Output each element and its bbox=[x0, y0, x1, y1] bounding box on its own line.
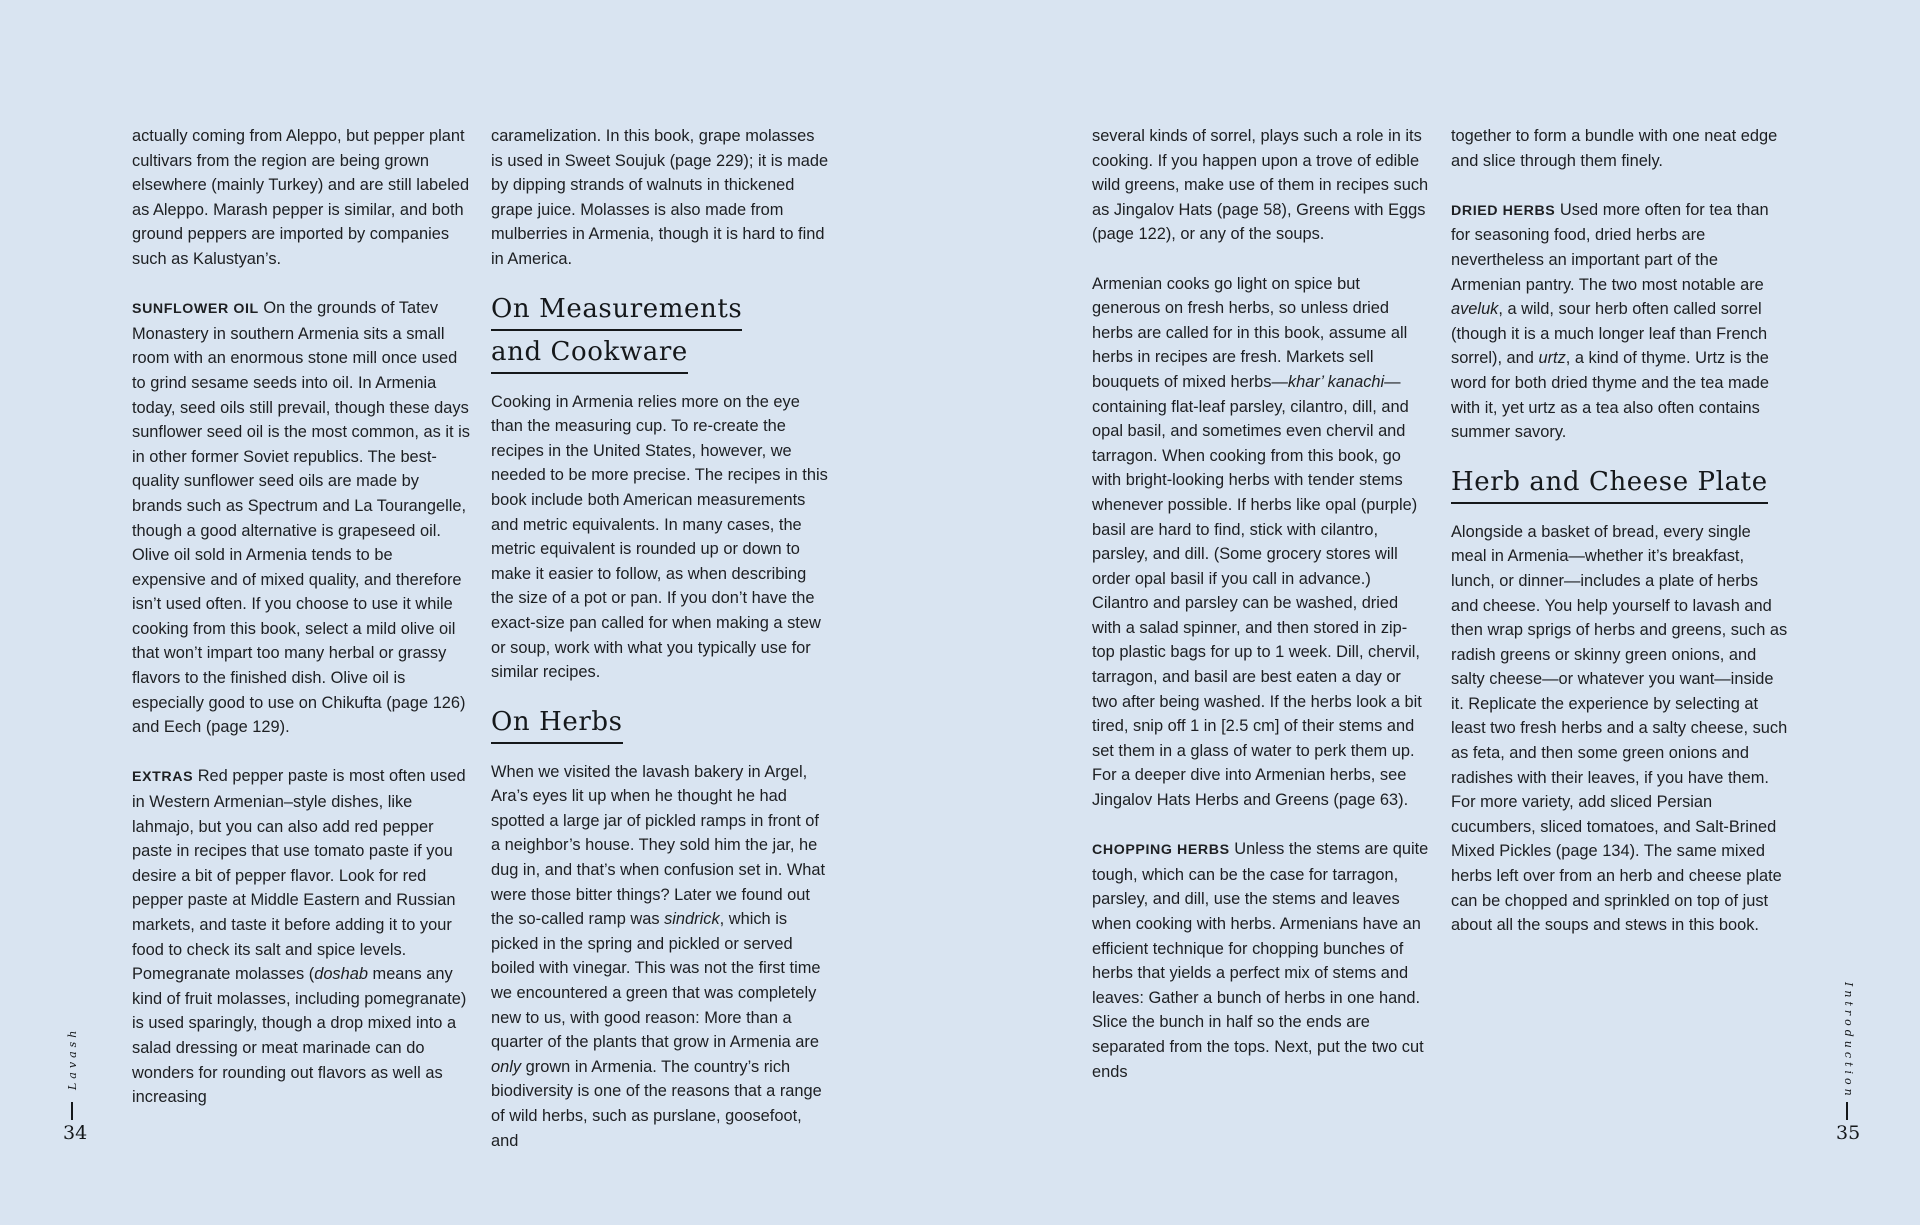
paragraph-herbs-fresh bbox=[1092, 272, 1430, 813]
section-label: EXTRAS bbox=[132, 769, 194, 786]
right-page-column-2 bbox=[1451, 124, 1789, 938]
heading-line: On Measurements bbox=[491, 294, 742, 331]
paragraph-herbs bbox=[491, 760, 829, 1154]
paragraph: actually coming from Aleppo, but pepper plant cultivars from the region are being grown elsewhere (mainly Turkey) and are still labeled as Aleppo. Marash pepper is similar, and both ground peppers are imported by companies such as Kalustyan’s. bbox=[132, 127, 470, 268]
page-number-right: 35 bbox=[1836, 1122, 1861, 1144]
paragraph-text: Armenian cooks go light on spice but generous on fresh herbs, so unless dried herbs are called for in this book, assume all herbs in recipes are fresh. Markets sell bouquets of mixed herbs— bbox=[1092, 274, 1408, 391]
paragraph: together to form a bundle with one neat edge and slice through them finely. bbox=[1451, 127, 1778, 170]
paragraph-text: grown in Armenia. The country’s rich biodiversity is one of the reasons that a range of wild herbs, such as purslane, goosefoot, and bbox=[491, 1057, 822, 1150]
paragraph-text: On the grounds of Tatev Monastery in southern Armenia sits a small room with an enormous stone mill once used to grind sesame seeds into oil. In Armenia today, seed oils still prevail, though these days sunflower seed oil is the most common, as it is in other former Soviet republics. The best-quality sunflower seed oils are made by brands such as Spectrum and La Tourangelle, though a good alternative is grapeseed oil. Olive oil sold in Armenia tends to be expensive and of mixed quality, and therefore isn’t used often. If you choose to use it while cooking from this book, select a mild olive oil that won’t impart too many herbal or grassy flavors to the finished dish. Olive oil is especially good to use on Chikufta (page 126) and Eech (page 129). bbox=[132, 299, 470, 737]
right-page-column-1 bbox=[1092, 124, 1430, 1084]
left-page-column-2 bbox=[491, 124, 829, 1153]
section-label: DRIED HERBS bbox=[1451, 202, 1556, 219]
paragraph-text: —containing flat-leaf parsley, cilantro, dill, and opal basil, and sometimes even chervil and tarragon. When cooking from this book, go with bright-looking herbs with tender stems whenever possible. If herbs like opal (purple) basil are hard to find, stick with cilantro, parsley, and dill. (Some grocery stores will order opal basil if you call in advance.) Cilantro and parsley can be washed, dried with a salad spinner, and then stored in zip-top plastic bags for up to 1 week. Dill, chervil, tarragon, and basil are best eaten a day or two after being washed. If the herbs look a bit tired, snip off 1 in [2.5 cm] of their stems and set them in a glass of water to perk them up. For a deeper dive into Armenian herbs, see Jingalov Hats Herbs and Greens (page 63). bbox=[1092, 372, 1422, 810]
italic-term: urtz bbox=[1538, 349, 1566, 368]
paragraph-chopping-herbs bbox=[1092, 837, 1430, 1084]
paragraph-text: , a kind of thyme. Urtz is the word for both dried thyme and the tea made with it, yet urtz as a tea also often contains summer savory. bbox=[1451, 349, 1769, 442]
paragraph-text: When we visited the lavash bakery in Argel, Ara’s eyes lit up when he thought he had spotted a large jar of pickled ramps in front of a neighbor’s house. They sold him the jar, he dug in, and that’s when confusion set in. What were those bitter things? Later we found out the so-called ramp was bbox=[491, 762, 826, 929]
heading-on-measurements bbox=[491, 294, 829, 380]
paragraph-dried-herbs bbox=[1451, 198, 1789, 445]
running-head-left: Lavash bbox=[66, 1026, 79, 1090]
italic-term: khar’ kanachi bbox=[1287, 372, 1385, 391]
heading-herb-and-cheese-plate bbox=[1451, 467, 1789, 510]
italic-term: only bbox=[491, 1057, 522, 1076]
paragraph-measurements: Cooking in Armenia relies more on the eye than the measuring cup. To re-create the recipes in the United States, however, we needed to be more precise. The recipes in this book include both American measurements and metric equivalents. In many cases, the metric equivalent is rounded up or down to make it easier to follow, as when describing the size of a pot or pan. If you don’t have the exact-size pan called for when making a stew or soup, work with what you typically use for similar recipes. bbox=[491, 392, 828, 682]
heading-on-herbs bbox=[491, 707, 829, 750]
paragraph-text: Unless the stems are quite tough, which can be the case for tarragon, parsley, and dill, use the stems and leaves when cooking with herbs. Armenians have an efficient technique for chopping bunches of herbs that yields a perfect mix of stems and leaves: Gather a bunch of herbs in one hand. Slice the bunch in half so the ends are separated from the tops. Next, put the two cut ends bbox=[1092, 840, 1429, 1081]
paragraph: several kinds of sorrel, plays such a role in its cooking. If you happen upon a trove of edible wild greens, make use of them in recipes such as Jingalov Hats (page 58), Greens with Eggs (page 122), or any of the soups. bbox=[1092, 127, 1429, 244]
footer-rule-right bbox=[1846, 1102, 1848, 1120]
paragraph: caramelization. In this book, grape molasses is used in Sweet Soujuk (page 229); it is made by dipping strands of walnuts in thickened grape juice. Molasses is also made from mulberries in Armenia, though it is hard to find in America. bbox=[491, 127, 829, 268]
page-number-left: 34 bbox=[63, 1122, 88, 1144]
paragraph-text: , which is picked in the spring and pickled or served boiled with vinegar. This was not the first time we encountered a green that was completely new to us, with good reason: More than a quarter of the plants that grow in Armenia are bbox=[491, 910, 821, 1052]
footer-rule-left bbox=[71, 1102, 73, 1120]
paragraph-sunflower-oil bbox=[132, 296, 470, 740]
paragraph-text: Used more often for tea than for seasoning food, dried herbs are nevertheless an important part of the Armenian pantry. The two most notable are bbox=[1451, 200, 1769, 294]
paragraph-text: , a wild, sour herb often called sorrel (though it is a much longer leaf than French sorrel), and bbox=[1451, 300, 1768, 368]
section-label: SUNFLOWER OIL bbox=[132, 301, 259, 318]
heading-line: and Cookware bbox=[491, 337, 688, 374]
paragraph-text: Red pepper paste is most often used in Western Armenian–style dishes, like lahmajo, but you can also add red pepper paste in recipes that use tomato paste if you desire a bit of pepper flavor. Look for red pepper paste at Middle Eastern and Russian markets, and taste it before adding it to your food to check its salt and spice levels. Pomegranate molasses ( bbox=[132, 767, 466, 984]
left-page-column-1 bbox=[132, 124, 470, 1110]
italic-term: sindrick bbox=[664, 910, 720, 929]
heading-line: Herb and Cheese Plate bbox=[1451, 467, 1768, 504]
italic-term: aveluk bbox=[1451, 300, 1499, 319]
running-head-right: Introduction bbox=[1842, 982, 1855, 1100]
section-label: CHOPPING HERBS bbox=[1092, 842, 1230, 859]
italic-term: doshab bbox=[314, 965, 368, 984]
paragraph-herb-cheese-plate: Alongside a basket of bread, every single meal in Armenia—whether it’s breakfast, lunch, or dinner—includes a plate of herbs and cheese. You help yourself to lavash and then wrap sprigs of herbs and greens, such as radish greens or skinny green onions, and salty cheese—or whatever you want—inside it. Replicate the experience by selecting at least two fresh herbs and a salty cheese, such as feta, and then some green onions and radishes with their leaves, if you have them. For more variety, add sliced Persian cucumbers, sliced tomatoes, and Salt-Brined Mixed Pickles (page 134). The same mixed herbs left over from an herb and cheese plate can be chopped and sprinkled on top of just about all the soups and stews in this book. bbox=[1451, 522, 1788, 935]
paragraph-extras bbox=[132, 764, 470, 1109]
paragraph-text: means any kind of fruit molasses, including pomegranate) is used sparingly, though a drop mixed into a salad dressing or meat marinade can do wonders for rounding out flavors as well as increasing bbox=[132, 965, 467, 1107]
heading-line: On Herbs bbox=[491, 707, 623, 744]
